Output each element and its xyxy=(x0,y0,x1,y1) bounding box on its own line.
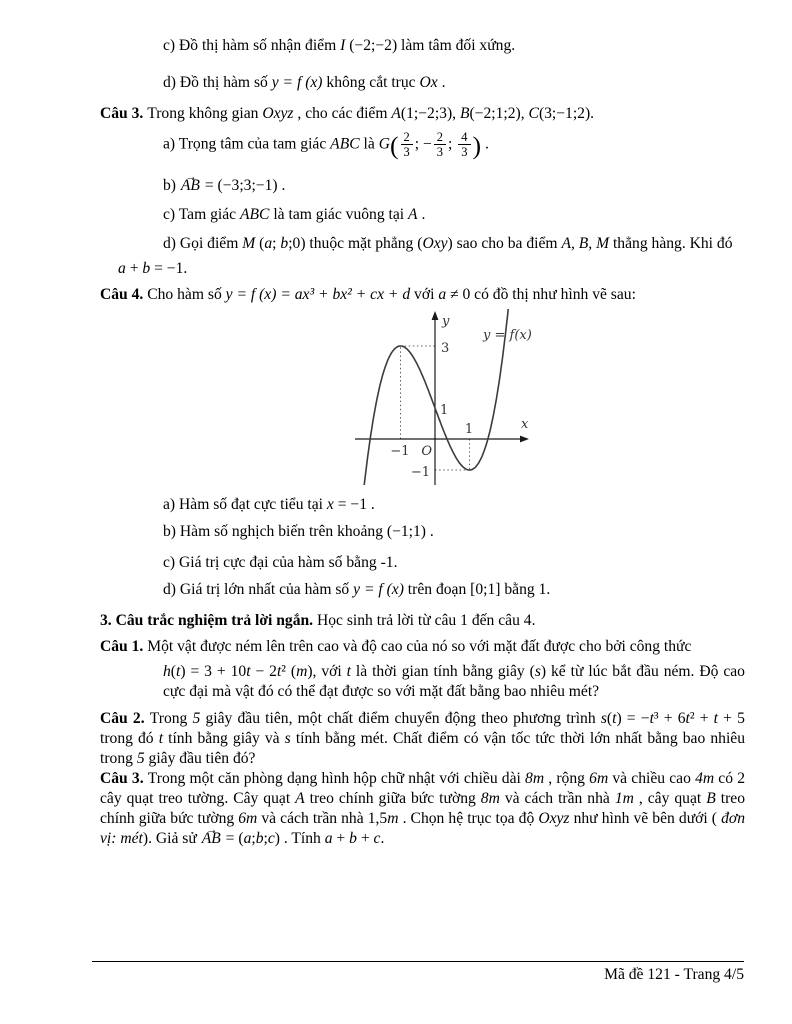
text-segment: giây đầu tiên, một chất điểm chuyển động theo phương trình xyxy=(200,709,601,727)
text-segment: . xyxy=(417,205,426,223)
text-segment: là xyxy=(359,135,379,153)
text-segment: (3;−1;2). xyxy=(538,105,595,122)
text-segment: (−2;−2) làm tâm đối xứng. xyxy=(345,37,516,54)
function-graph-figure xyxy=(345,309,573,485)
text-segment: d) Đồ thị hàm số xyxy=(163,74,272,91)
text-segment: 8m xyxy=(480,789,500,807)
text-segment: ² ( xyxy=(281,662,297,680)
text-segment: t xyxy=(158,729,164,747)
text-segment: Câu 3. xyxy=(100,769,148,787)
text-segment: t xyxy=(685,709,690,727)
text-segment: ; − xyxy=(414,135,432,153)
y-tick-1: 1 xyxy=(440,402,449,418)
statement-c-right-triangle xyxy=(100,205,745,225)
text-segment: + xyxy=(356,829,374,847)
text-segment: + 5 trong đó xyxy=(100,709,745,747)
text-segment: 1m xyxy=(614,789,634,807)
text-segment: trên đoạn [0;1] bằng 1. xyxy=(403,580,551,598)
text-segment: t xyxy=(276,662,282,680)
text-segment: Cho hàm số xyxy=(147,285,226,303)
heading-cau4-cubic xyxy=(100,285,745,305)
text-segment: B xyxy=(459,105,470,122)
text-segment: ; xyxy=(272,234,281,252)
text-segment: và chiều cao xyxy=(608,769,696,787)
text-segment: ) sao cho ba điểm xyxy=(447,234,562,252)
statement-c-local-max-value xyxy=(100,553,745,573)
text-segment: ) xyxy=(472,131,482,161)
origin-label: O xyxy=(421,443,432,459)
text-segment: y = f (x) xyxy=(271,74,323,91)
text-segment: a xyxy=(264,234,273,252)
text-segment: $\frac{4}{3}$ xyxy=(458,130,470,160)
statement-a-centroid xyxy=(100,130,745,160)
text-segment: t xyxy=(713,709,719,727)
footer-text: Mã đề 121 - Trang 4/5 xyxy=(604,966,744,983)
text-segment: c xyxy=(267,829,275,847)
text-segment: + xyxy=(125,259,143,277)
text-segment: 8m xyxy=(525,769,545,787)
text-segment: a) Hàm số đạt cực tiểu tại xyxy=(163,495,327,513)
statement-d-max-on-interval xyxy=(100,580,745,600)
text-segment: → AB xyxy=(201,829,222,849)
text-segment: Học sinh trả lời từ câu 1 đến câu 4. xyxy=(316,611,536,629)
text-segment: c) Giá trị cực đại của hàm số bằng -1. xyxy=(163,553,398,571)
text-segment: ( xyxy=(606,709,613,727)
text-segment: a xyxy=(438,285,447,303)
text-segment: y = f (x) xyxy=(353,580,404,598)
text-segment: C xyxy=(528,105,539,122)
text-segment: là tam giác vuông tại xyxy=(269,205,409,223)
text-segment: (−2;1;2), xyxy=(469,105,529,122)
text-segment: , rộng xyxy=(544,769,590,787)
text-segment: t xyxy=(176,662,181,680)
text-segment: − 2 xyxy=(250,662,277,680)
text-segment: ² + xyxy=(689,709,714,727)
text-segment: ) = 3 + 10 xyxy=(180,662,247,680)
text-segment: ( xyxy=(389,131,399,161)
text-segment: b xyxy=(142,259,151,277)
text-segment: = (−3;3;−1) . xyxy=(200,176,286,194)
section-short-answer-heading xyxy=(100,611,745,631)
text-segment: Oxyz xyxy=(262,105,294,122)
text-segment: ). Giả sử xyxy=(142,829,201,847)
curve-label: y = f(x) xyxy=(483,327,532,343)
text-segment: c xyxy=(373,829,381,847)
text-segment: ABC xyxy=(330,135,360,153)
text-segment: là thời gian tính bằng giây ( xyxy=(351,662,535,680)
text-segment: (1;−2;3), xyxy=(400,105,460,122)
text-segment: I xyxy=(340,37,346,54)
text-segment: Câu 4. xyxy=(100,285,148,303)
text-segment: như hình vẽ bên dưới ( xyxy=(569,809,722,827)
text-segment: y = f (x) = ax³ + bx² + cx + d xyxy=(225,285,411,303)
text-segment: 4m xyxy=(695,769,715,787)
text-segment: A xyxy=(408,205,418,223)
text-segment: và cách trần nhà 1,5 xyxy=(257,809,388,827)
text-segment: 3. Câu trắc nghiệm trả lời ngắn. xyxy=(100,611,317,629)
text-segment: a xyxy=(243,829,252,847)
text-segment: ) = − xyxy=(616,709,650,727)
text-segment: tính bằng giây và xyxy=(163,729,285,747)
text-segment: đơn vị: mét xyxy=(100,809,745,847)
statement-c-symmetry xyxy=(100,36,745,56)
y-axis-label: y xyxy=(442,313,450,329)
text-segment: ABC xyxy=(240,205,270,223)
text-segment: = −1. xyxy=(150,259,188,277)
text-segment: b xyxy=(349,829,357,847)
document-body xyxy=(100,36,745,849)
text-segment: m xyxy=(387,809,399,827)
text-segment: 5 xyxy=(136,749,145,767)
text-segment: b xyxy=(255,829,264,847)
text-segment: d) Giá trị lớn nhất của hàm số xyxy=(163,580,354,598)
text-segment: A xyxy=(391,105,401,122)
x-tick-1: 1 xyxy=(464,421,474,437)
text-segment: s xyxy=(534,662,541,680)
text-segment: 5 xyxy=(192,709,201,727)
text-segment: Câu 3. xyxy=(100,105,148,122)
text-segment: t xyxy=(649,709,654,727)
text-segment: s xyxy=(600,709,607,727)
text-segment: M xyxy=(242,234,256,252)
x-axis-arrow xyxy=(520,435,529,442)
text-segment: ) kể từ lúc bắt đầu ném. Độ cao cực đại mà vật đó có thể đạt được so với mặt đất bằng bao nhiêu mét? xyxy=(163,662,745,700)
text-segment: m xyxy=(296,662,308,680)
statement-d-collinear xyxy=(100,234,745,254)
text-segment: , cho các điểm xyxy=(293,105,392,122)
heading-cau3-geometry xyxy=(100,104,745,124)
y-tick-3: 3 xyxy=(441,340,450,356)
text-segment: x xyxy=(326,495,334,513)
text-segment: , cây quạt xyxy=(633,789,707,807)
text-segment: giây đầu tiên đó? xyxy=(144,749,256,767)
text-segment: c) Đồ thị hàm số nhận điểm xyxy=(163,37,341,54)
statement-b-decreasing xyxy=(100,522,745,542)
statement-a-local-min xyxy=(100,495,745,515)
text-segment: a xyxy=(118,259,126,277)
text-segment: . xyxy=(481,135,489,153)
text-segment: c) Tam giác xyxy=(163,205,240,223)
text-segment: Trong không gian xyxy=(147,105,263,122)
cau1-formula xyxy=(100,662,745,702)
text-segment: b xyxy=(280,234,289,252)
text-segment: . Chọn hệ trục tọa độ xyxy=(398,809,539,827)
text-segment: ³ + 6 xyxy=(653,709,686,727)
text-segment: ( xyxy=(170,662,176,680)
text-segment: Oxy xyxy=(422,234,448,252)
text-segment: $\frac{2}{3}$ xyxy=(434,130,446,160)
text-segment: t xyxy=(612,709,617,727)
text-segment: s xyxy=(284,729,291,747)
text-segment: Câu 1. xyxy=(100,637,148,655)
text-segment: thẳng hàng. Khi đó xyxy=(609,234,733,252)
text-segment: B xyxy=(706,789,716,807)
cau3-fans xyxy=(100,769,745,849)
cau1-projectile xyxy=(100,637,745,657)
text-segment: = −1 . xyxy=(333,495,375,513)
text-segment: với xyxy=(410,285,439,303)
text-segment: Một vật được ném lên trên cao và độ cao của nó so với mặt đất được cho bởi công thức xyxy=(147,637,692,655)
text-segment: có 2 cây quạt treo tường. Cây quạt xyxy=(100,769,745,807)
text-segment: . xyxy=(380,829,385,847)
y-tick-neg1: −1 xyxy=(410,464,430,480)
y-axis-arrow xyxy=(432,311,439,320)
text-segment: 6m xyxy=(589,769,609,787)
text-segment: h xyxy=(163,662,171,680)
text-segment: A xyxy=(295,789,305,807)
text-segment: Trong xyxy=(149,709,193,727)
text-segment: treo chính giữa bức tường xyxy=(100,789,745,827)
text-segment: A, B, M xyxy=(561,234,610,252)
statement-b-vector-ab xyxy=(100,176,745,196)
text-segment: . xyxy=(437,74,446,91)
text-segment: $\frac{2}{3}$ xyxy=(401,130,413,160)
text-segment: → AB xyxy=(180,176,201,196)
text-segment: t xyxy=(246,662,251,680)
x-axis-label: x xyxy=(521,416,529,432)
text-segment: ), với xyxy=(307,662,347,680)
text-segment: G xyxy=(378,135,390,153)
text-segment: Ox xyxy=(419,74,438,91)
text-segment: Trong một căn phòng dạng hình hộp chữ nhật với chiều dài xyxy=(147,769,526,787)
text-segment: t xyxy=(346,662,351,680)
text-segment: + xyxy=(332,829,350,847)
collinear-result xyxy=(100,259,745,279)
text-segment: b) xyxy=(163,176,180,194)
text-segment: Oxyz xyxy=(538,809,570,827)
x-tick-neg1: −1 xyxy=(390,443,410,459)
text-segment: ( xyxy=(255,234,265,252)
text-segment: ) . Tính xyxy=(274,829,325,847)
text-segment: ; xyxy=(263,829,268,847)
text-segment: không cắt trục xyxy=(322,74,420,91)
text-segment: ; xyxy=(251,829,256,847)
text-segment: ≠ 0 có đồ thị như hình vẽ sau: xyxy=(446,285,636,303)
text-segment: treo chính giữa bức tường xyxy=(304,789,481,807)
text-segment: = ( xyxy=(221,829,244,847)
text-segment: ; xyxy=(448,135,457,153)
statement-d-no-intersect xyxy=(100,73,745,93)
text-segment: b) Hàm số nghịch biến trên khoảng (−1;1) . xyxy=(163,522,434,540)
text-segment: và cách trần nhà xyxy=(499,789,615,807)
text-segment: a xyxy=(324,829,333,847)
text-segment: Câu 2. xyxy=(100,709,150,727)
page-footer xyxy=(92,961,744,985)
text-segment: a) Trọng tâm của tam giác xyxy=(163,135,331,153)
text-segment: ;0) thuộc mặt phẳng ( xyxy=(288,234,423,252)
function-graph xyxy=(345,309,573,485)
text-segment: tính bằng mét. Chất điểm có vận tốc tức thời lớn nhất bằng bao nhiêu trong xyxy=(100,729,745,767)
cau2-velocity xyxy=(100,709,745,769)
text-segment: d) Gọi điểm xyxy=(163,234,243,252)
text-segment: 6m xyxy=(238,809,258,827)
